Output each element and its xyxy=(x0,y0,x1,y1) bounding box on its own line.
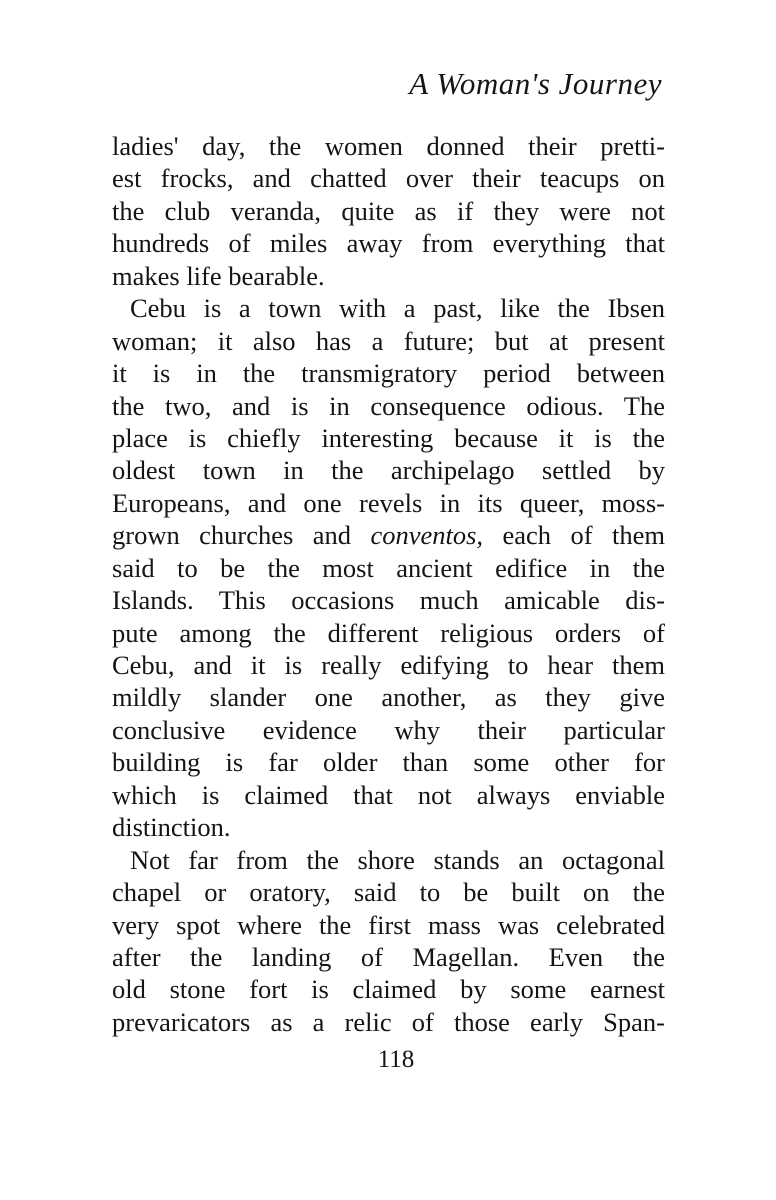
text-line: Islands. This occasions much amicable dis- xyxy=(112,585,665,616)
text-line: ladies' day, the women donned their pretti- xyxy=(112,131,665,161)
text-line: Cebu, and it is really edifying to hear them xyxy=(112,650,665,680)
body-text xyxy=(112,130,665,1038)
text-line: Cebu is a town with a past, like the Ibsen xyxy=(130,293,665,324)
text-line: Not far from the shore stands an octagonal xyxy=(130,844,665,875)
text-line: distinction. xyxy=(112,812,231,843)
text-line: oldest town in the archipelago settled by xyxy=(112,455,665,486)
text-line: chapel or oratory, said to be built on the xyxy=(112,877,665,908)
text-line: old stone fort is claimed by some earnest xyxy=(112,974,665,1005)
text-line: pute among the different religious orders of xyxy=(112,617,665,648)
text-line: makes life bearable. xyxy=(112,260,325,291)
text-line: conclusive evidence why their particular xyxy=(112,714,665,745)
text-line: mildly slander one another, as they give xyxy=(112,682,665,713)
text-line: the two, and is in consequence odious. The xyxy=(112,390,665,421)
text-line: said to be the most ancient edifice in the xyxy=(112,552,665,583)
text-line: it is in the transmigratory period between xyxy=(112,358,665,389)
text-line: est frocks, and chatted over their teacups on xyxy=(112,163,665,194)
text-line: hundreds of miles away from everything that xyxy=(112,228,665,259)
running-header: A Woman's Journey xyxy=(409,66,662,101)
text-line: prevaricators as a relic of those early Span- xyxy=(112,1006,665,1037)
text-line: place is chiefly interesting because it is the xyxy=(112,422,665,453)
text-line: Europeans, and one revels in its queer, moss- xyxy=(112,487,665,518)
text-line: building is far older than some other for xyxy=(112,747,665,778)
text-line: after the landing of Magellan. Even the xyxy=(112,941,665,972)
text-line: which is claimed that not always enviable xyxy=(112,779,665,810)
text-line: grown churches and conventos, each of them xyxy=(112,520,665,551)
text-line: very spot where the first mass was celebrated xyxy=(112,909,665,940)
text-line: the club veranda, quite as if they were not xyxy=(112,195,665,226)
text-line: woman; it also has a future; but at present xyxy=(112,325,665,356)
page-number: 118 xyxy=(377,1046,415,1073)
